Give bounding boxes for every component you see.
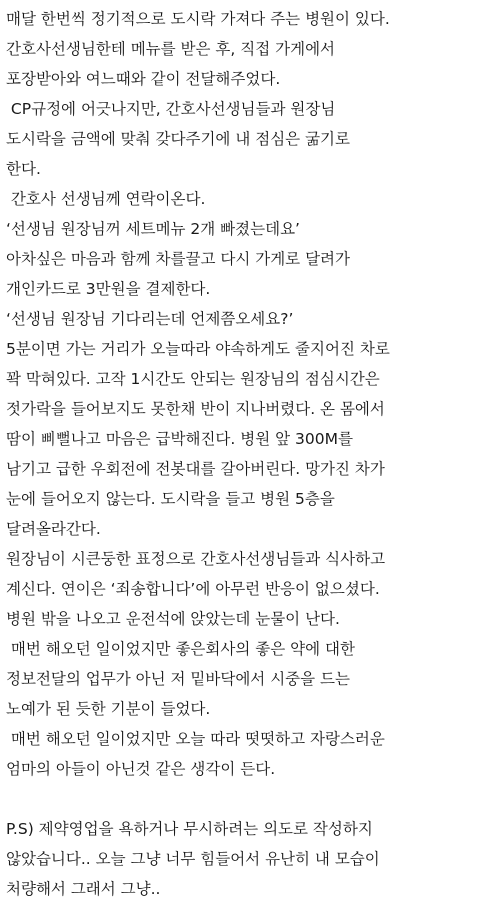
text-line: 눈에 들어오지 않는다. 도시락을 들고 병원 5층을 bbox=[6, 490, 335, 508]
text-line: 엄마의 아들이 아닌것 같은 생각이 든다. bbox=[6, 760, 276, 778]
text-line: 땀이 삐뻘나고 마음은 급박해진다. 병원 앞 300M를 bbox=[6, 430, 353, 448]
postscript-paragraph bbox=[6, 814, 496, 904]
text-line: 꽉 막혀있다. 고작 1시간도 안되는 원장님의 점심시간은 bbox=[6, 370, 380, 388]
document-body bbox=[6, 4, 496, 904]
text-line: 달려올라간다. bbox=[6, 520, 101, 538]
text-line: 개인카드로 3만원을 결제한다. bbox=[6, 280, 211, 298]
text-line: 포장받아와 여느때와 같이 전달해주었다. bbox=[6, 70, 281, 88]
text-line: 간호사선생님한테 메뉴를 받은 후, 직접 가게에서 bbox=[6, 40, 336, 58]
text-line: 매번 해오던 일이었지만 오늘 따라 떳떳하고 자랑스러운 bbox=[6, 730, 385, 748]
text-line: 병원 밖을 나오고 운전석에 앉았는데 눈물이 난다. bbox=[6, 610, 340, 628]
text-line: 아차싶은 마음과 함께 차를끌고 다시 가게로 달려가 bbox=[6, 250, 350, 268]
text-line: ‘선생님 원장님 기다리는데 언제쯤오세요?’ bbox=[6, 310, 294, 328]
text-line: 한다. bbox=[6, 160, 41, 178]
text-line: 젓가락을 들어보지도 못한채 반이 지나버렸다. 온 몸에서 bbox=[6, 400, 385, 418]
text-line: 매달 한번씩 정기적으로 도시락 가져다 주는 병원이 있다. bbox=[6, 10, 390, 28]
text-line: ‘선생님 원장님꺼 세트메뉴 2개 빠졌는데요’ bbox=[6, 220, 300, 238]
text-line: 않았습니다.. 오늘 그냥 너무 힘들어서 유난히 내 모습이 bbox=[6, 850, 380, 868]
text-line: 계신다. 연이은 ‘죄송합니다’에 아무런 반응이 없으셨다. bbox=[6, 580, 380, 598]
story-paragraph bbox=[6, 4, 496, 784]
text-line: 처량해서 그래서 그냥.. bbox=[6, 880, 161, 898]
text-line: 노예가 된 듯한 기분이 들었다. bbox=[6, 700, 211, 718]
text-line: 도시락을 금액에 맞춰 갖다주기에 내 점심은 굶기로 bbox=[6, 130, 350, 148]
paragraph-gap bbox=[6, 784, 496, 814]
text-line: 정보전달의 업무가 아닌 저 밑바닥에서 시중을 드는 bbox=[6, 670, 350, 688]
text-line: 남기고 급한 우회전에 전봇대를 갈아버린다. 망가진 차가 bbox=[6, 460, 385, 478]
text-line: CP규정에 어긋나지만, 간호사선생님들과 원장님 bbox=[6, 100, 336, 118]
text-line: P.S) 제약영업을 욕하거나 무시하려는 의도로 작성하지 bbox=[6, 820, 373, 838]
text-line: 간호사 선생님께 연락이온다. bbox=[6, 190, 206, 208]
text-line: 5분이면 가는 거리가 오늘따라 야속하게도 줄지어진 차로 bbox=[6, 340, 390, 358]
text-line: 매번 해오던 일이었지만 좋은회사의 좋은 약에 대한 bbox=[6, 640, 355, 658]
text-line: 원장님이 시큰둥한 표정으로 간호사선생님들과 식사하고 bbox=[6, 550, 386, 568]
